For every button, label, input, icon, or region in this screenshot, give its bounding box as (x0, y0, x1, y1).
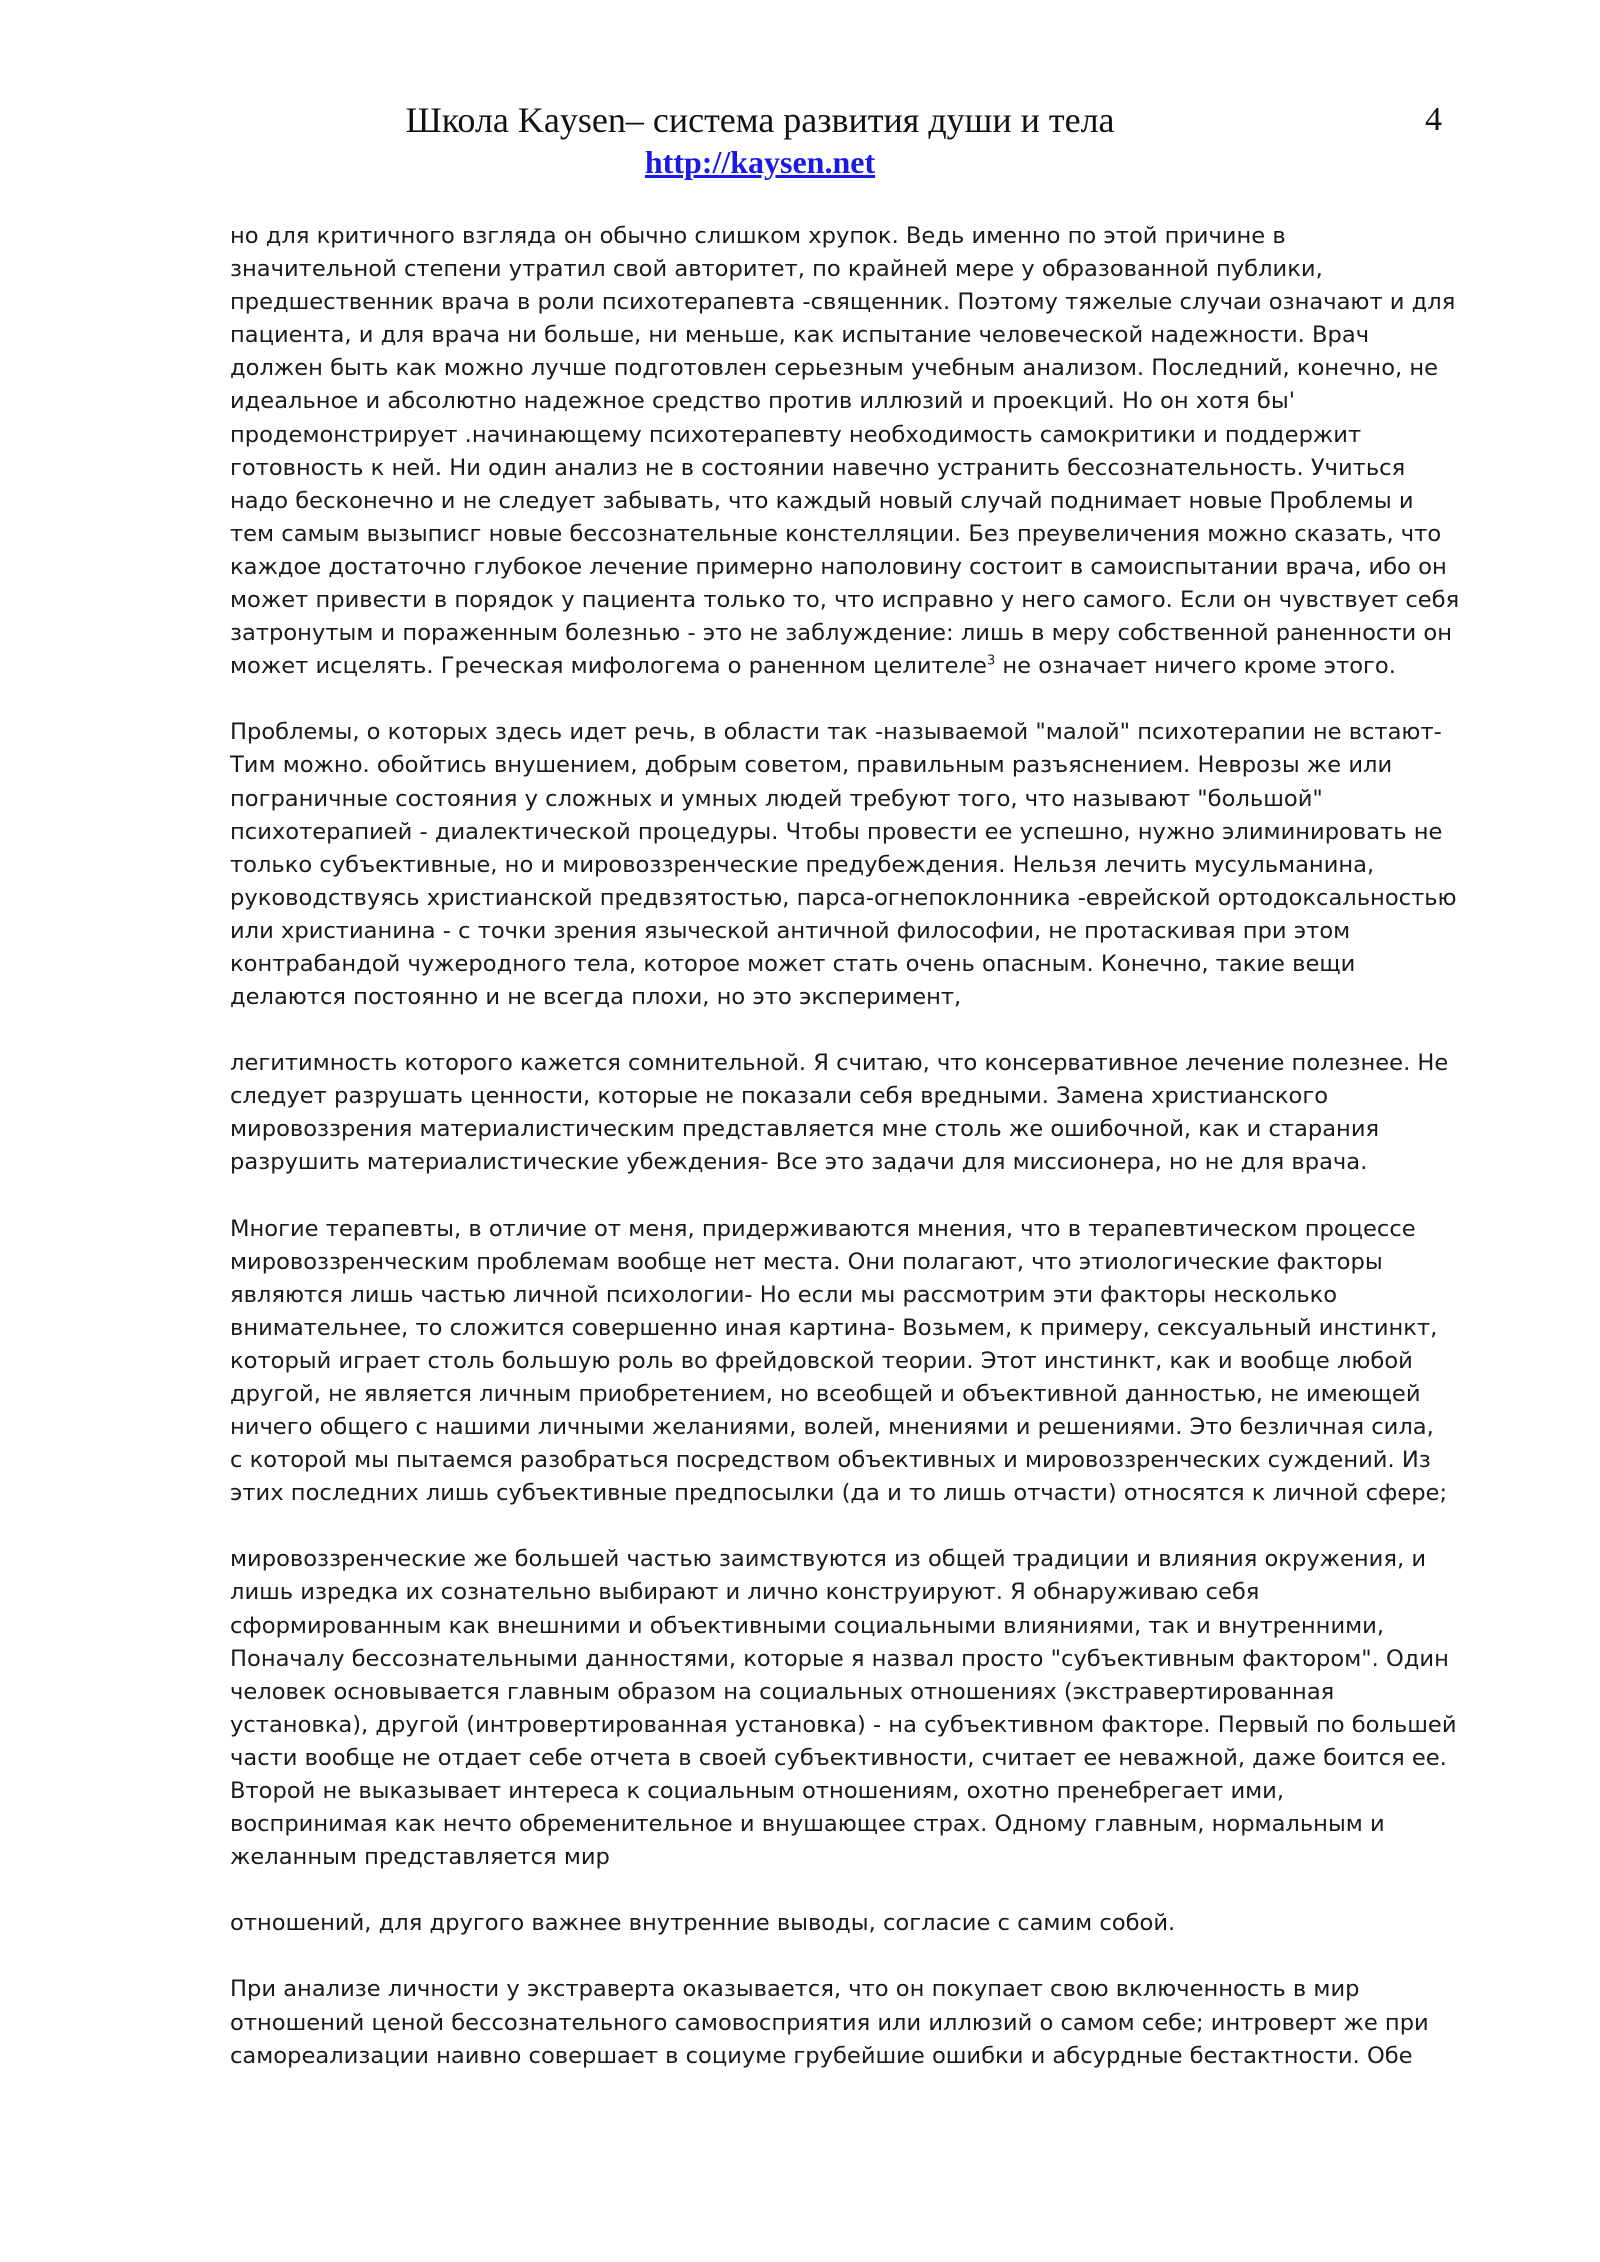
text-line: отношений, для другого важнее внутренние выводы, согласие с самим собой. (230, 1910, 1176, 1937)
text-line: установка), другой (интровертированная установка) - на субъективном факторе. Первый по большей (230, 1711, 1457, 1738)
text-line: руководствуясь христианской предвзятостью, парса-огнепоклонника -еврейской ортодоксальностью (230, 884, 1457, 911)
text-line: воспринимая как нечто обременительное и внушающее страх. Одному главным, нормальным и (230, 1811, 1385, 1838)
text-line: желанным представляется мир (230, 1844, 610, 1871)
text-line: Многие терапевты, в отличие от меня, придерживаются мнения, что в терапевтическом процессе (230, 1215, 1416, 1242)
page-number: 4 (1425, 101, 1442, 138)
text-line: делаются постоянно и не всегда плохи, но это эксперимент, (230, 984, 962, 1011)
paragraph (230, 1047, 1470, 1179)
footnote-marker: 3 (986, 653, 996, 669)
text-line: может привести в порядок у пациента только то, что исправно у него самого. Если он чувствует себя (230, 587, 1460, 614)
text-line: Поначалу бессознательными данностями, которые я назвал просто "субъективным фактором". Один (230, 1645, 1449, 1672)
text-line: мировоззренческие же большей частью заимствуются из общей традиции и влияния окружения, и (230, 1546, 1427, 1573)
text-line: ничего общего с нашими личными желаниями, волей, мнениями и решениями. Это безличная сила, (230, 1414, 1434, 1441)
text-line: с которой мы пытаемся разобраться посредством объективных и мировоззренческих суждений. Из (230, 1447, 1431, 1474)
text-line: может исцелять. Греческая мифологема о раненном целителе$^3$ не означает ничего кроме этого. (230, 653, 1396, 680)
header-link[interactable]: http://kaysen.net (644, 144, 876, 180)
text-line: мировоззренческим проблемам вообще нет места. Они полагают, что этиологические факторы (230, 1248, 1383, 1275)
paragraph (230, 220, 1470, 683)
text-line: каждое достаточно глубокое лечение примерно наполовину состоит в самоиспытании врача, ибо он (230, 553, 1447, 580)
text-line: пациента, и для врача ни больше, ни меньше, как испытание человеческой надежности. Врач (230, 322, 1370, 349)
page-header (0, 98, 1600, 182)
text-line: Тим можно. обойтись внушением, добрым советом, правильным разъяснением. Неврозы же или (230, 752, 1393, 779)
text-line: самореализации наивно совершает в социуме грубейшие ошибки и абсурдные бестактности. Обе (230, 2042, 1413, 2069)
text-line: лишь изредка их сознательно выбирают и лично конструируют. Я обнаруживаю себя (230, 1579, 1260, 1606)
document-body (230, 220, 1470, 2106)
text-line: тем самым вызыписг новые бессознательные констелляции. Без преувеличения можно сказать, что (230, 520, 1442, 547)
text-line: Второй не выказывает интереса к социальным отношениям, охотно пренебрегает ими, (230, 1778, 1285, 1805)
text-line: надо бесконечно и не следует забывать, что каждый новый случай поднимает новые Проблемы и (230, 487, 1414, 514)
text-line: психотерапией - диалектической процедуры. Чтобы провести ее успешно, нужно элиминировать не (230, 818, 1443, 845)
text-line: части вообще не отдает себе отчета в своей субъективности, считает ее неважной, даже боится ее. (230, 1744, 1447, 1771)
text-line: сформированным как внешними и объективными социальными влияниями, так и внутренними, (230, 1612, 1385, 1639)
text-line: или христианина - с точки зрения языческой античной философии, не протаскивая при этом (230, 917, 1351, 944)
text-line: идеальное и абсолютно надежное средство против иллюзий и проекций. Но он хотя бы' (230, 388, 1295, 415)
text-line: затронутым и пораженным болезнью - это не заблуждение: лишь в меру собственной раненности он (230, 620, 1452, 647)
text-line: предшественник врача в роли психотерапевта -священник. Поэтому тяжелые случаи означают и для (230, 289, 1456, 316)
text-line: отношений ценой бессознательного самовосприятия или иллюзий о самом себе; интроверт же при (230, 2009, 1429, 2036)
text-line: внимательнее, то сложится совершенно иная картина- Возьмем, к примеру, сексуальный инстинкт, (230, 1314, 1438, 1341)
text-line: другой, не является личным приобретением, но всеобщей и объективной данностью, не имеющей (230, 1381, 1421, 1407)
text-line: мировоззрения материалистическим представляется мне столь же ошибочной, как и старания (230, 1116, 1380, 1143)
text-line: разрушить материалистические убеждения- Все это задачи для миссионера, но не для врача. (230, 1149, 1368, 1176)
paragraph (230, 1543, 1470, 1874)
text-line: готовность к ней. Ни один анализ не в состоянии навечно устранить бессознательность. Учиться (230, 454, 1406, 481)
text-line: должен быть как можно лучше подготовлен серьезным учебным анализом. Последний, конечно, не (230, 355, 1439, 382)
text-line: значительной степени утратил свой авторитет, по крайней мере у образованной публики, (230, 256, 1323, 283)
text-line: этих последних лишь субъективные предпосылки (да и то лишь отчасти) относятся к личной сфере; (230, 1480, 1448, 1507)
paragraph (230, 1907, 1470, 1940)
text-line: контрабандой чужеродного тела, которое может стать очень опасным. Конечно, такие вещи (230, 950, 1356, 977)
text-line: следует разрушать ценности, которые не показали себя вредными. Замена христианского (230, 1083, 1329, 1110)
text-line: продемонстрирует .начинающему психотерапевту необходимость самокритики и поддержит (230, 421, 1362, 448)
text-line: пограничные состояния у сложных и умных людей требуют того, что называют "большой" (230, 785, 1323, 812)
text-line: человек основывается главным образом на социальных отношениях (экстравертированная (230, 1678, 1335, 1705)
text-line: легитимность которого кажется сомнительной. Я считаю, что консервативное лечение полезнее. Не (230, 1050, 1449, 1077)
paragraph (230, 716, 1470, 1014)
text-line: При анализе личности у экстраверта оказывается, что он покупает свою включенность в мир (230, 1976, 1360, 2003)
paragraph (230, 1213, 1470, 1511)
text-line: Проблемы, о которых здесь идет речь, в области так -называемой "малой" психотерапии не встают- (230, 719, 1442, 746)
text-line: только субъективные, но и мировоззренческие предубеждения. Нельзя лечить мусульманина, (230, 851, 1375, 878)
header-title: Школа Kaysen– система развития души и тела (405, 100, 1115, 140)
text-line: являются лишь частью личной психологии- Но если мы рассмотрим эти факторы несколько (230, 1281, 1338, 1308)
text-line: который играет столь большую роль во фрейдовской теории. Этот инстинкт, как и вообще любой (230, 1347, 1413, 1374)
text-line: но для критичного взгляда он обычно слишком хрупок. Ведь именно по этой причине в (230, 223, 1286, 249)
paragraph (230, 1973, 1470, 2072)
